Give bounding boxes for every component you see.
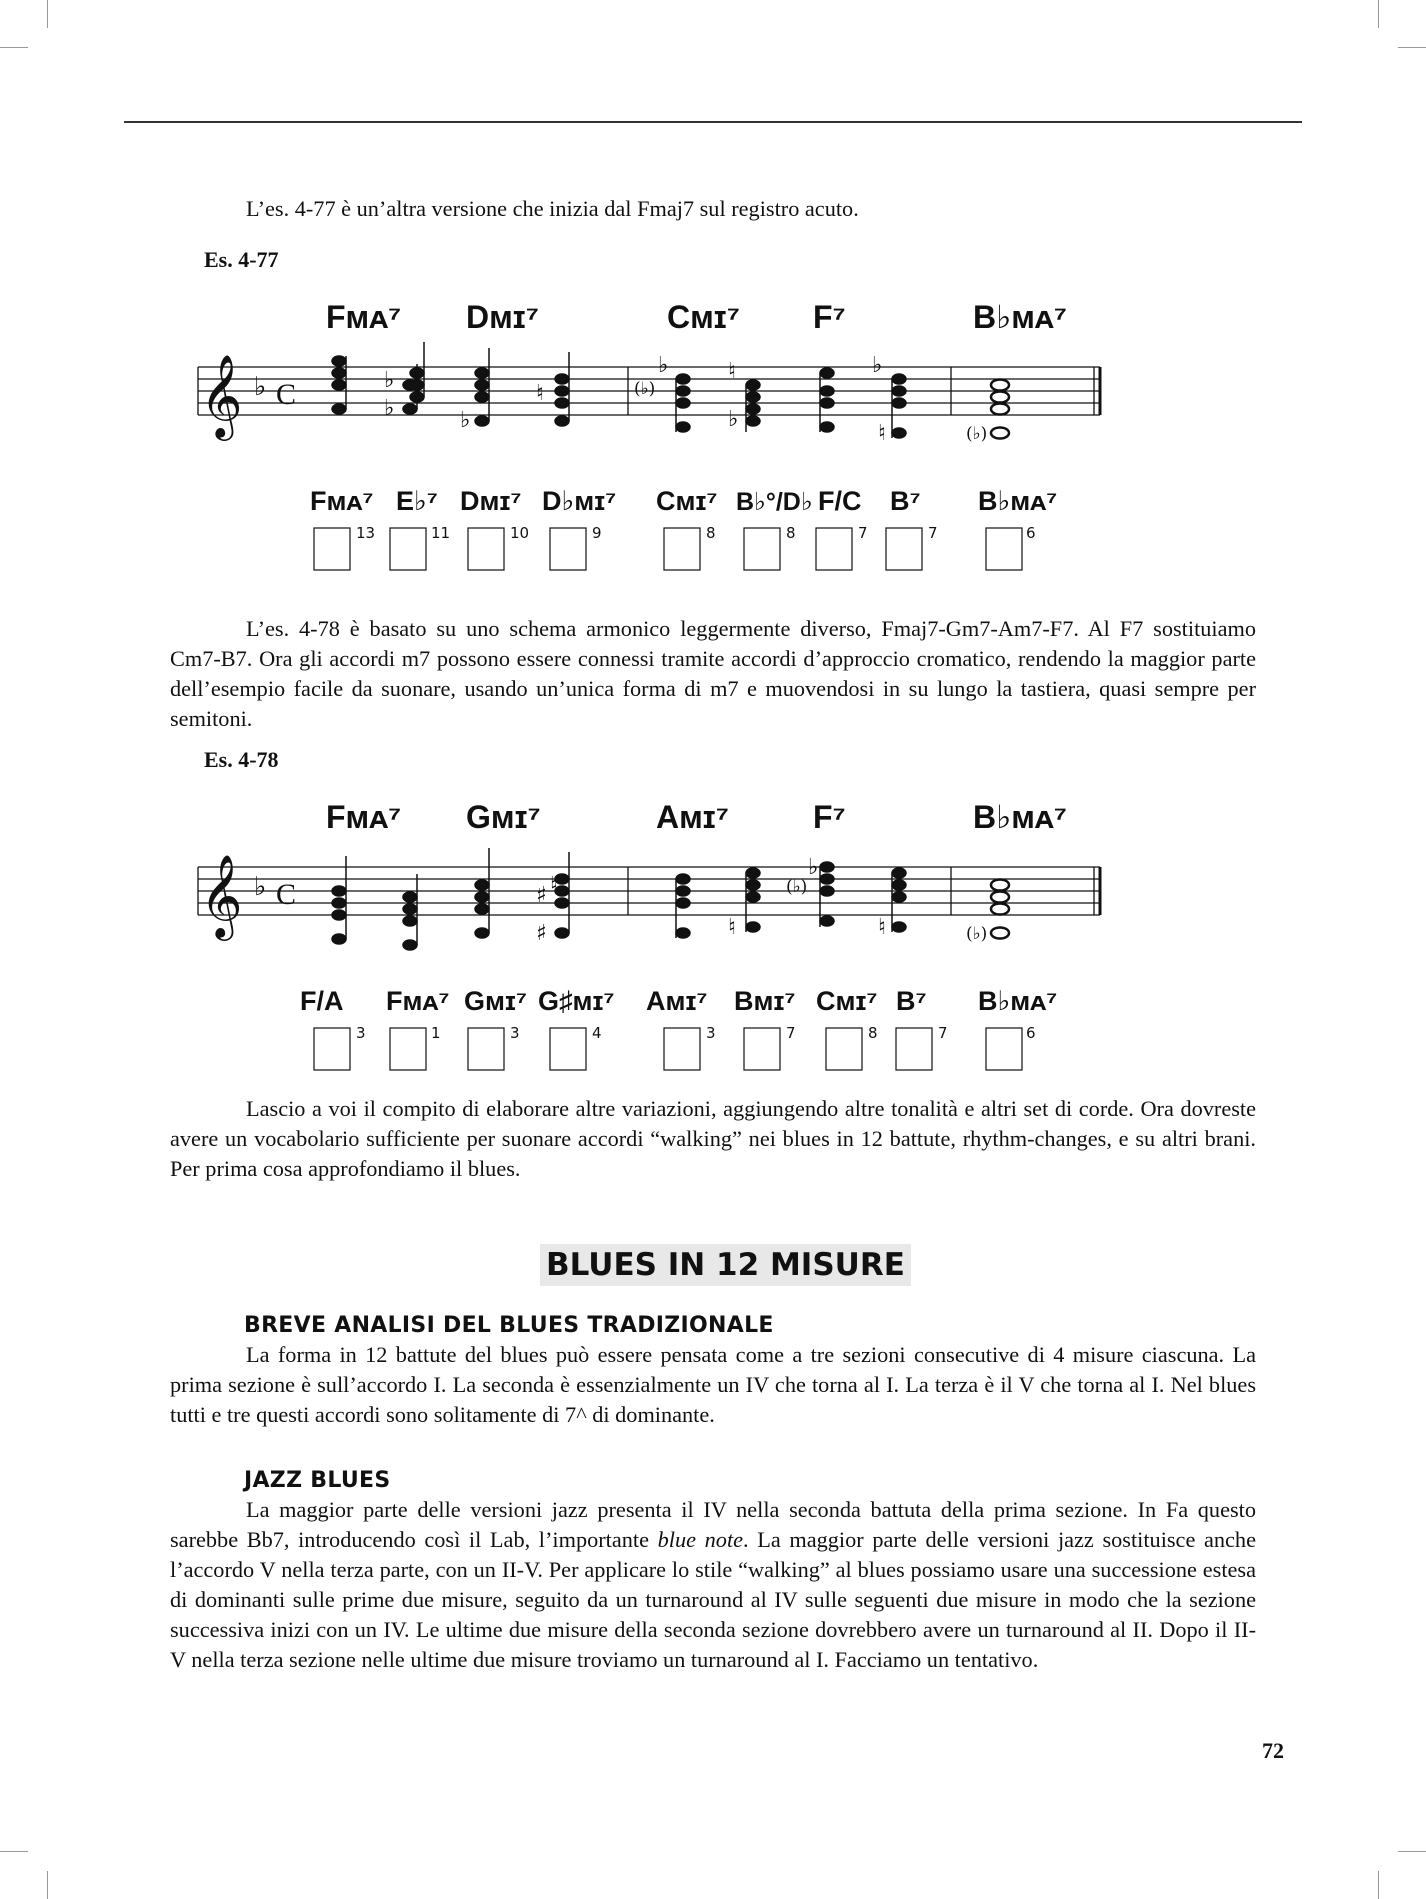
voicing-name: D♭ᴍɪ⁷ bbox=[542, 486, 617, 516]
svg-text:♮: ♮ bbox=[878, 421, 886, 446]
svg-text:♮: ♮ bbox=[550, 873, 558, 898]
voicing-name: Fᴍᴀ⁷ bbox=[310, 486, 374, 516]
voicing-name: B♭ᴍᴀ⁷ bbox=[978, 486, 1058, 516]
svg-text:♮: ♮ bbox=[878, 915, 886, 940]
svg-text:(♭): (♭) bbox=[786, 877, 808, 897]
chord-symbol: B♭ᴍᴀ⁷ bbox=[973, 799, 1067, 835]
voicing-name: Fᴍᴀ⁷ bbox=[386, 986, 450, 1016]
svg-text:♮: ♮ bbox=[728, 359, 736, 384]
header-rule bbox=[124, 121, 1302, 123]
chord-diagram-frets bbox=[356, 524, 1036, 542]
svg-text:♭: ♭ bbox=[808, 855, 819, 880]
chord-diagram-frets bbox=[356, 1024, 1036, 1042]
svg-text:7: 7 bbox=[786, 1024, 796, 1042]
chord-symbol: Aᴍɪ⁷ bbox=[656, 799, 729, 835]
section-title: BLUES IN 12 MISURE bbox=[540, 1244, 911, 1286]
svg-text:13: 13 bbox=[356, 524, 376, 542]
svg-text:(♭): (♭) bbox=[966, 924, 988, 944]
voicing-name: B♭ᴍᴀ⁷ bbox=[978, 986, 1058, 1016]
svg-text:1: 1 bbox=[431, 1024, 441, 1042]
crop-mark bbox=[1398, 1851, 1426, 1852]
voicing-name: Gᴍɪ⁷ bbox=[464, 986, 528, 1016]
svg-text:(♭): (♭) bbox=[634, 379, 656, 399]
example-label: Es. 4-77 bbox=[204, 247, 279, 272]
example-label: Es. 4-78 bbox=[204, 747, 279, 772]
crop-mark bbox=[1398, 47, 1426, 48]
crop-mark bbox=[1378, 0, 1379, 28]
intro-paragraph: L’es. 4-77 è un’altra versione che inizia dal Fmaj7 sul registro acuto. bbox=[246, 196, 859, 221]
svg-text:♮: ♮ bbox=[536, 381, 544, 406]
svg-text:♭: ♭ bbox=[728, 407, 739, 432]
common-time-icon: C bbox=[276, 378, 297, 411]
voicing-name: Bᴍɪ⁷ bbox=[734, 986, 796, 1016]
voicing-name: F/C bbox=[818, 486, 862, 516]
voicing-name: Aᴍɪ⁷ bbox=[646, 986, 708, 1016]
crop-mark bbox=[0, 47, 28, 48]
svg-text:♭: ♭ bbox=[872, 353, 883, 378]
svg-text:8: 8 bbox=[786, 524, 796, 542]
svg-text:6: 6 bbox=[1026, 524, 1036, 542]
crop-mark bbox=[47, 0, 48, 28]
voicing-name: Cᴍɪ⁷ bbox=[816, 986, 878, 1016]
treble-clef-icon: 𝄞 bbox=[200, 353, 243, 437]
svg-text:7: 7 bbox=[858, 524, 868, 542]
chord-symbol: Gᴍɪ⁷ bbox=[466, 799, 541, 835]
svg-text:3: 3 bbox=[706, 1024, 716, 1042]
music-example-4-78 bbox=[190, 782, 1110, 1082]
svg-text:♭: ♭ bbox=[384, 396, 395, 421]
chord-symbol: Dᴍɪ⁷ bbox=[466, 299, 539, 335]
svg-text:7: 7 bbox=[938, 1024, 948, 1042]
subsection-2-text: La maggior parte delle versioni jazz presenta il IV nella seconda battuta della prima sezione. In Fa questo sarebbe Bb7, introducendo così il Lab, l’importante blue note. La maggior parte delle versioni jazz sostituisce anche l’accordo V nella terza parte, con un II-V. Per applicare lo stile “walking” al blues possiamo usare una successione estesa di dominanti sulle prime due misure, seguito da un turnaround al IV sulle seguenti due misure in modo che la sezione successiva inizi con un IV. Le ultime due misure della seconda sezione dovrebbero avere un turnaround al II. Dopo il II-V nella terza sezione nelle ultime due misure troviamo un turnaround al I. Facciamo un tentativo. bbox=[170, 1497, 1256, 1672]
chord-symbol: Fᴍᴀ⁷ bbox=[326, 299, 402, 335]
svg-text:♮: ♮ bbox=[728, 915, 736, 940]
svg-text:♭: ♭ bbox=[384, 368, 395, 393]
svg-text:11: 11 bbox=[431, 524, 451, 542]
chord-diagrams bbox=[314, 528, 1022, 570]
music-example-4-77 bbox=[190, 282, 1110, 582]
svg-text:8: 8 bbox=[706, 524, 716, 542]
svg-text:6: 6 bbox=[1026, 1024, 1036, 1042]
chord-symbol: Fᴍᴀ⁷ bbox=[326, 799, 402, 835]
svg-text:♭: ♭ bbox=[658, 353, 669, 378]
svg-text:♯: ♯ bbox=[536, 883, 547, 908]
chord-symbol: B♭ᴍᴀ⁷ bbox=[973, 299, 1067, 335]
chord-diagrams bbox=[314, 1028, 1022, 1070]
voicing-name: E♭⁷ bbox=[396, 486, 438, 516]
chord-symbol: Cᴍɪ⁷ bbox=[667, 299, 740, 335]
crop-mark bbox=[0, 1851, 28, 1852]
svg-text:3: 3 bbox=[356, 1024, 366, 1042]
svg-text:8: 8 bbox=[868, 1024, 878, 1042]
chord-symbol: F⁷ bbox=[813, 799, 846, 835]
voicing-name: Cᴍɪ⁷ bbox=[656, 486, 718, 516]
voicing-name: G♯ᴍɪ⁷ bbox=[538, 986, 615, 1016]
svg-text:♯: ♯ bbox=[536, 921, 547, 946]
common-time-icon: C bbox=[276, 878, 297, 911]
svg-text:7: 7 bbox=[928, 524, 938, 542]
svg-text:(♭): (♭) bbox=[966, 424, 988, 444]
subsection-1-text: La forma in 12 battute del blues può essere pensata come a tre sezioni consecutive di 4 misure ciascuna. La prima sezione è sull’accordo I. La seconda è essenzialmente un IV che torna al I. La terza è il V che torna al I. Nel blues tutti e tre questi accordi sono solitamente di 7^ di dominante. bbox=[170, 1342, 1256, 1427]
page-number: 72 bbox=[1262, 1738, 1284, 1763]
voicing-name: F/A bbox=[300, 986, 344, 1016]
subsection-title: BREVE ANALISI DEL BLUES TRADIZIONALE bbox=[244, 1313, 774, 1338]
voicing-name: Dᴍɪ⁷ bbox=[460, 486, 522, 516]
notes bbox=[332, 342, 906, 438]
subsection-title: JAZZ BLUES bbox=[244, 1468, 391, 1493]
svg-text:10: 10 bbox=[510, 524, 530, 542]
svg-text:♭: ♭ bbox=[460, 408, 471, 433]
crop-mark bbox=[47, 1871, 48, 1899]
chord-symbol: F⁷ bbox=[813, 299, 846, 335]
svg-text:9: 9 bbox=[592, 524, 602, 542]
paragraph-3: Lascio a voi il compito di elaborare altre variazioni, aggiungendo altre tonalità e altri set di corde. Ora dovreste avere un vocabolario sufficiente per suonare accordi “walking” nei blues in 12 battute, rhythm-changes, e su altri brani. Per prima cosa approfondiamo il blues. bbox=[170, 1096, 1256, 1181]
treble-clef-icon: 𝄞 bbox=[200, 853, 243, 937]
svg-text:3: 3 bbox=[510, 1024, 520, 1042]
paragraph-2: L’es. 4-78 è basato su uno schema armonico leggermente diverso, Fmaj7-Gm7-Am7-F7. Al F7 sostituiamo Cm7-B7. Ora gli accordi m7 possono essere connessi tramite accordi d’approccio cromatico, rendendo la maggior parte dell’esempio facile da suonare, usando un’unica forma di m7 e muovendosi in su lungo la tastiera, quasi sempre per semitoni. bbox=[170, 616, 1256, 731]
voicing-name: B⁷ bbox=[890, 486, 921, 516]
voicing-name: B⁷ bbox=[896, 986, 927, 1016]
svg-text:4: 4 bbox=[592, 1024, 602, 1042]
flat-key-signature-icon: ♭ bbox=[254, 372, 267, 401]
crop-mark bbox=[1378, 1871, 1379, 1899]
voicing-name: B♭°/D♭ bbox=[736, 488, 813, 516]
flat-key-signature-icon: ♭ bbox=[254, 872, 267, 901]
